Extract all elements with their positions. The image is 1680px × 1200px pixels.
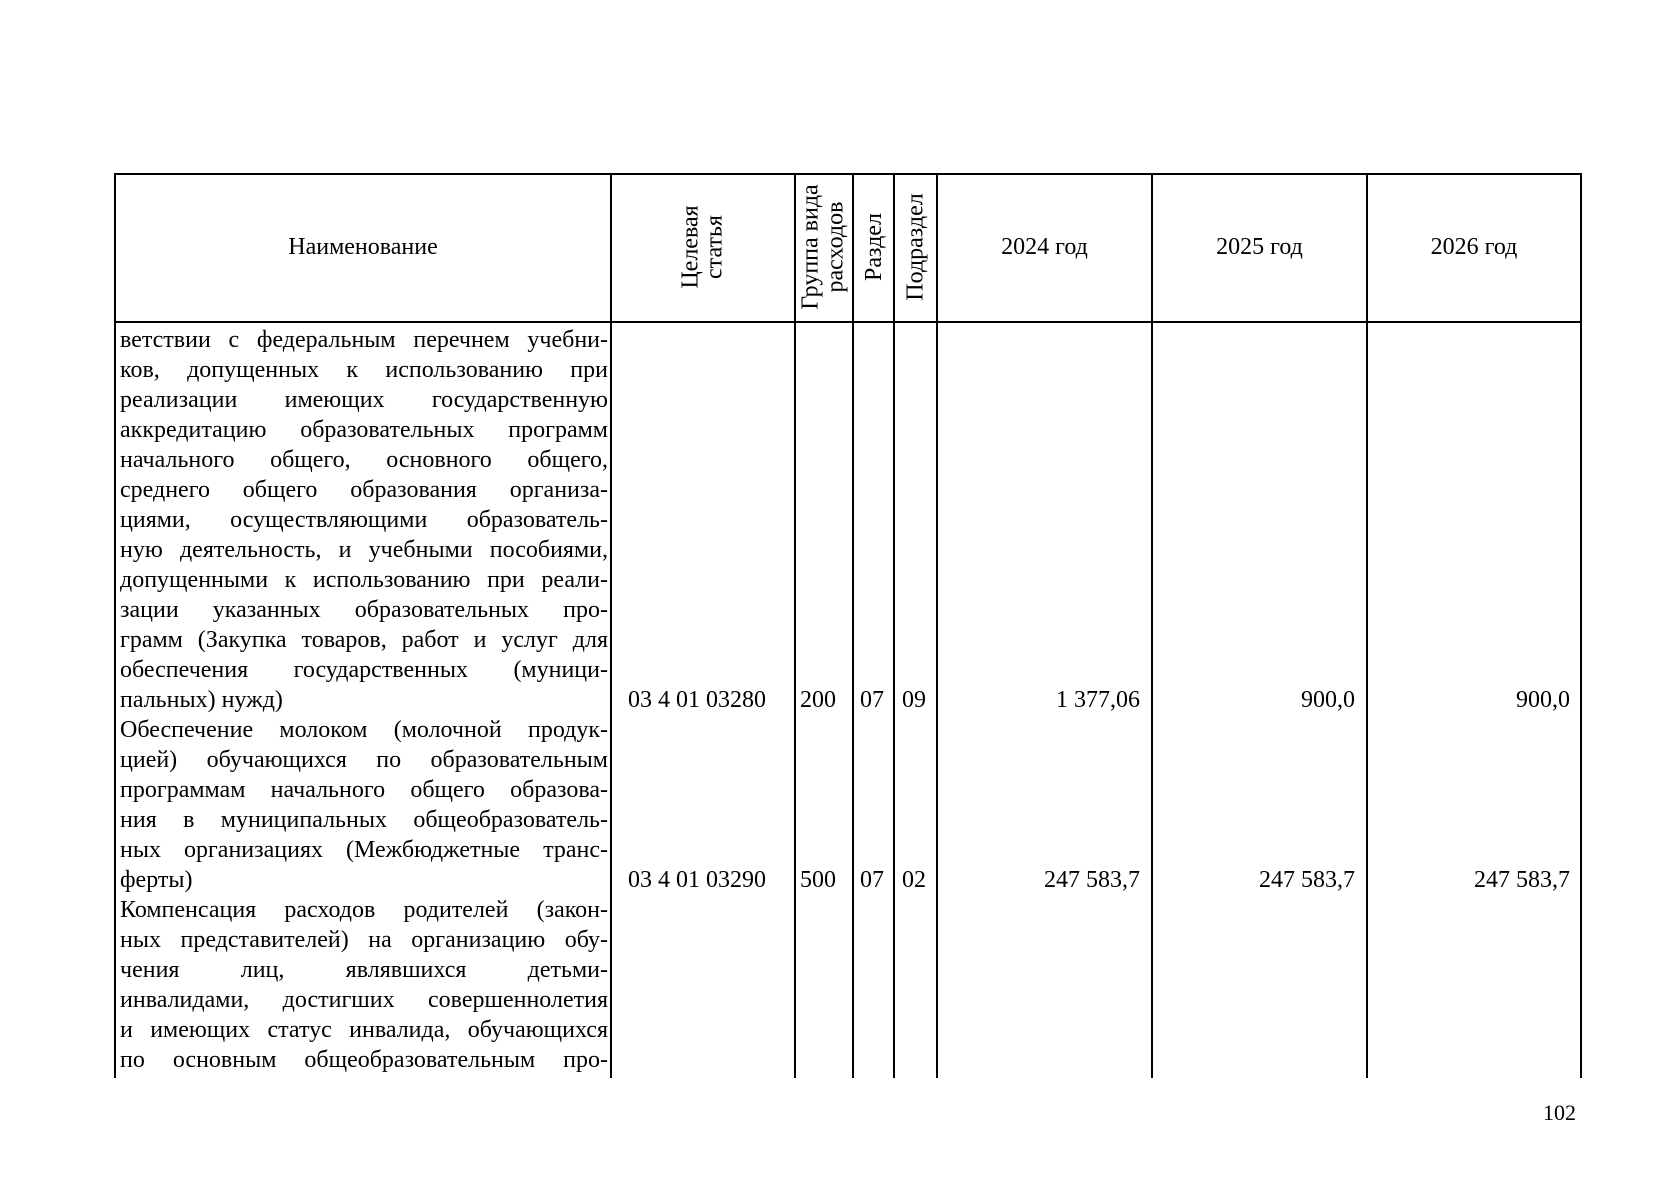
row1-section: 07 (860, 687, 884, 713)
row1-amount-2025: 900,0 (1301, 687, 1355, 713)
row2-subsection: 02 (902, 867, 926, 893)
row2-section: 07 (860, 867, 884, 893)
row1-name-line: обеспечения государственных (муници- (120, 657, 608, 683)
row1-name-line: среднего общего образования организа- (120, 477, 608, 503)
row2-amount-2024: 247 583,7 (1044, 867, 1140, 893)
row1-expense-group: 200 (800, 687, 836, 713)
row3-name-line: инвалидами, достигших совершеннолетия (120, 987, 608, 1013)
row2-name-line: программам начального общего образова- (120, 777, 608, 803)
page-number: 102 (1543, 1100, 1576, 1125)
row2-amount-2025: 247 583,7 (1259, 867, 1355, 893)
header-subsection: Подраздел (902, 193, 929, 301)
row3-name-line: ных представителей) на организацию обу- (120, 927, 608, 953)
row2-name-line: ных организациях (Межбюджетные транс- (120, 837, 608, 863)
row2-amount-2026: 247 583,7 (1474, 867, 1570, 893)
row1-amount-2024: 1 377,06 (1056, 687, 1140, 713)
row1-name-line: реализации имеющих государственную (120, 387, 608, 413)
row1-name-line: аккредитацию образовательных программ (120, 417, 608, 443)
row3-name-line: и имеющих статус инвалида, обучающихся (120, 1017, 608, 1043)
header-expense-group: Группа вида расходов (798, 184, 849, 310)
row1-name-line: ную деятельность, и учебными пособиями, (120, 537, 608, 563)
row3-name-line: чения лиц, являвшихся детьми- (120, 957, 608, 983)
header-year-2025: 2025 год (1216, 234, 1303, 260)
header-target-article: Целевая статья (677, 205, 728, 289)
row1-name-line: пальных) нужд) (120, 687, 283, 713)
row2-name-line: ферты) (120, 867, 193, 893)
row1-name-line: грамм (Закупка товаров, работ и услуг для (120, 627, 608, 653)
row2-target-article: 03 4 01 03290 (628, 867, 766, 893)
row1-subsection: 09 (902, 687, 926, 713)
header-year-2024: 2024 год (1001, 234, 1088, 260)
header-year-2026: 2026 год (1430, 234, 1518, 260)
row1-amount-2026: 900,0 (1516, 687, 1570, 713)
row1-name-line: начального общего, основного общего, (120, 447, 608, 473)
name-column (120, 325, 608, 1075)
row2-name-line: Обеспечение молоком (молочной продук- (120, 717, 608, 743)
row1-name-line: допущенными к использованию при реали- (120, 567, 608, 593)
row1-target-article: 03 4 01 03280 (628, 687, 766, 713)
header-section: Раздел (860, 213, 887, 281)
row1-name-line: зации указанных образовательных про- (120, 597, 608, 623)
header-name: Наименование (288, 234, 438, 260)
row2-expense-group: 500 (800, 867, 836, 893)
row1-name-line: ветствии с федеральным перечнем учебни- (120, 327, 608, 353)
row3-name-line: по основным общеобразовательным про- (120, 1047, 608, 1073)
row1-name-line: ков, допущенных к использованию при (120, 357, 608, 383)
budget-table (114, 173, 1582, 1078)
row2-name-line: ния в муниципальных общеобразователь- (120, 807, 608, 833)
row3-name-line: Компенсация расходов родителей (закон- (120, 897, 608, 923)
row1-name-line: циями, осуществляющими образователь- (120, 507, 608, 533)
row2-name-line: цией) обучающихся по образовательным (120, 747, 608, 773)
